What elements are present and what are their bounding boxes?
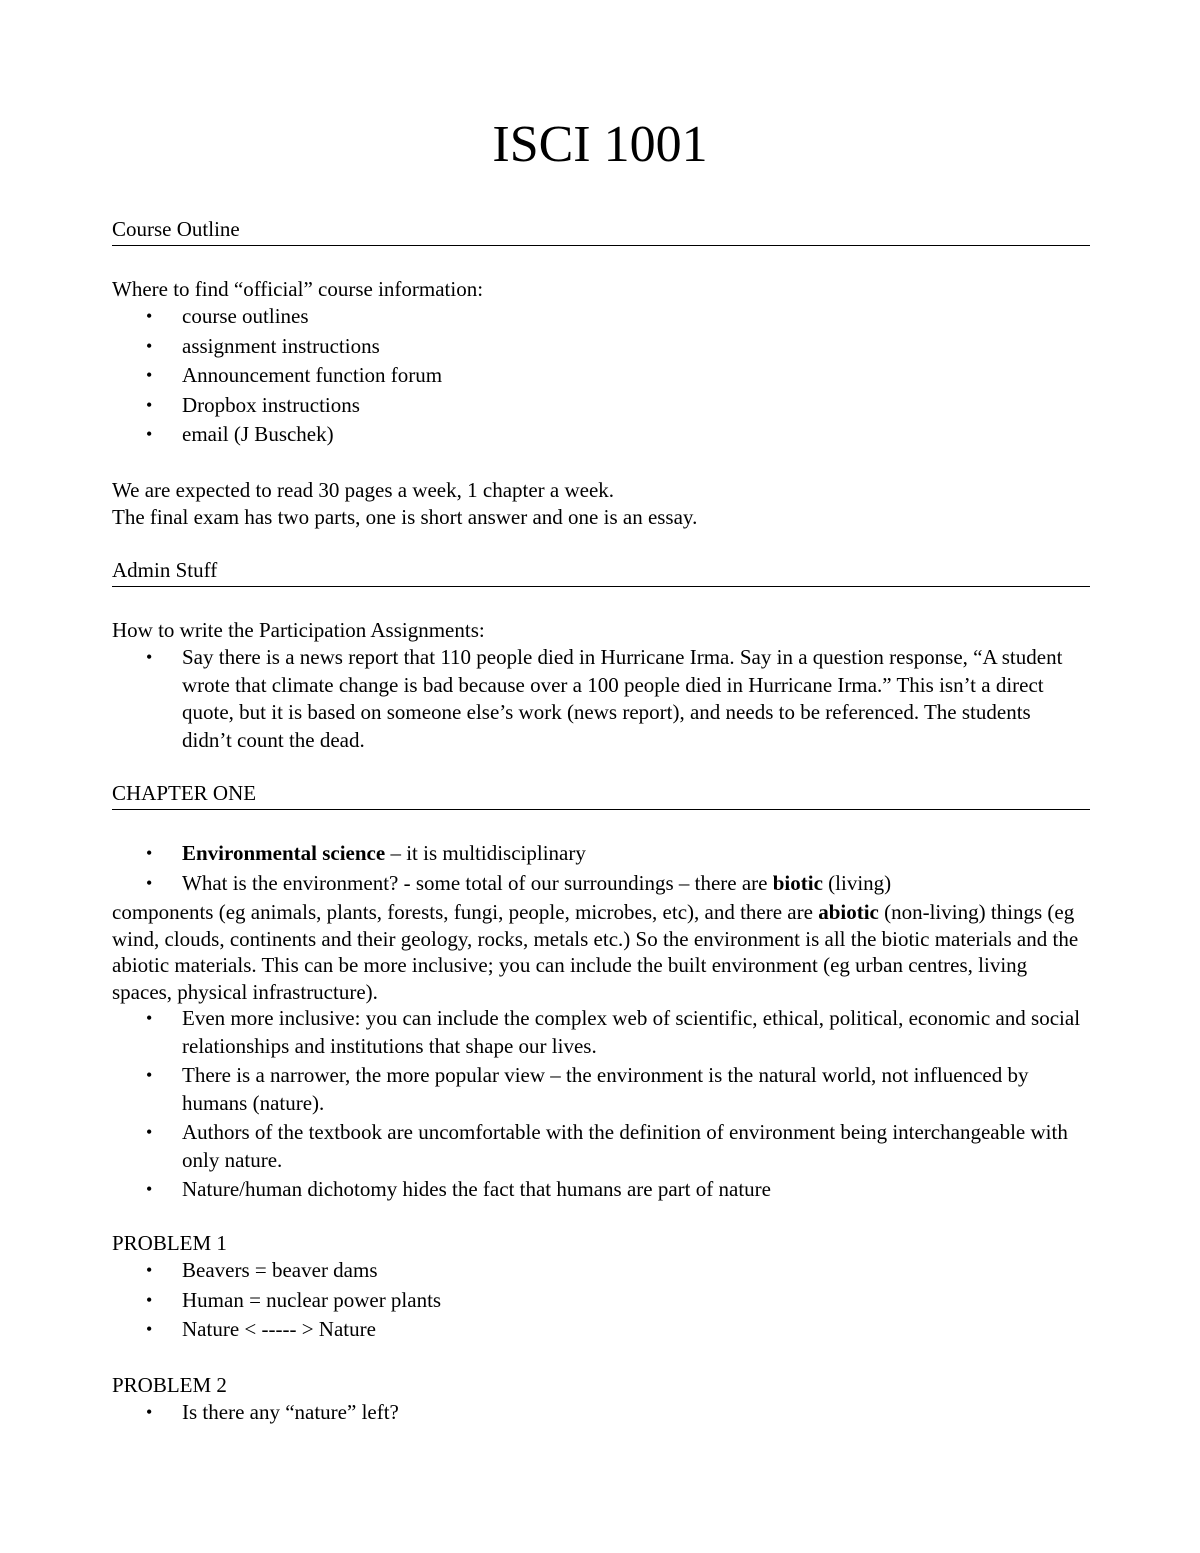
admin-section [112, 557, 1090, 756]
list-item: • Say there is a news report that 110 people died in Hurricane Irma. Say in a question response, “A student wrote that climate change is bad because over a 100 people died in Hurricane Irma.” This isn’t a direct quote, but it is based on someone else’s work (news report), and needs to be referenced. The students didn’t count the dead. [146, 645, 1063, 752]
list-item: • Human = nuclear power plants [112, 1287, 1090, 1315]
bullet-icon: • [146, 335, 153, 356]
list-item: • Environmental science – it is multidisciplinary [112, 840, 1090, 868]
course-outline-list [112, 303, 1090, 449]
bullet-icon: • [146, 1289, 153, 1310]
chapter-one-heading: CHAPTER ONE [112, 780, 1090, 810]
bullet-icon: • [146, 1008, 153, 1028]
course-outline-intro: Where to find “official” course information: [112, 277, 484, 301]
course-outline-heading: Course Outline [112, 216, 1090, 246]
admin-intro: How to write the Participation Assignments: [112, 618, 485, 642]
bullet-icon: • [146, 365, 153, 385]
problem2-section [112, 1372, 1090, 1429]
chapter-one-list-a [112, 840, 1090, 897]
document-title: ISCI 1001 [492, 116, 708, 173]
list-item: • assignment instructions [112, 333, 1090, 361]
problem1-section [112, 1230, 1090, 1346]
environment-definition-paragraph: components (eg animals, plants, forests, fungi, people, microbes, etc), and there are abiotic (non-living) things (eg wind, clouds, continents and their geology, rocks, metals etc.) So the environment is all the biotic materials and the abiotic materials. This can be more inclusive; you can include the built environment (eg urban centres, living spaces, physical infrastructure). [112, 900, 1079, 1004]
problem2-list [112, 1399, 1090, 1427]
bullet-icon: • [146, 872, 153, 893]
list-item: • What is the environment? - some total of our surroundings – there are biotic (living) [112, 870, 1090, 898]
list-item: • email (J Buschek) [112, 421, 1090, 449]
bullet-icon: • [146, 1179, 153, 1199]
course-outline-section [112, 216, 1090, 531]
bullet-icon: • [146, 647, 153, 667]
bullet-icon: • [146, 394, 153, 415]
list-item: • Authors of the textbook are uncomfortable with the definition of environment being interchangeable with only nature. [146, 1120, 1068, 1172]
bullet-icon: • [146, 1319, 153, 1339]
problem1-list [112, 1257, 1090, 1344]
bullet-icon: • [146, 306, 153, 326]
list-item: • Beavers = beaver dams [112, 1257, 1090, 1285]
list-item: • Nature < ----- > Nature [112, 1316, 1090, 1344]
list-item: • course outlines [112, 303, 1090, 331]
list-item: • Dropbox instructions [112, 392, 1090, 420]
list-item: • Announcement function forum [112, 362, 1090, 390]
list-item: • Even more inclusive: you can include the complex web of scientific, ethical, political, economic and social relationships and institutions that shape our lives. [146, 1006, 1081, 1058]
bullet-icon: • [146, 1260, 153, 1280]
bullet-icon: • [146, 424, 153, 444]
list-item: • Nature/human dichotomy hides the fact that humans are part of nature [112, 1176, 1090, 1204]
problem2-heading: PROBLEM 2 [112, 1373, 227, 1397]
chapter-one-list-b [112, 1005, 1090, 1204]
reading-expectation: We are expected to read 30 pages a week, 1 chapter a week. [112, 477, 615, 502]
admin-heading: Admin Stuff [112, 557, 1090, 587]
problem1-heading: PROBLEM 1 [112, 1231, 227, 1255]
list-item: • There is a narrower, the more popular view – the environment is the natural world, not influenced by humans (nature). [146, 1063, 1029, 1115]
chapter-one-section [112, 780, 1090, 1206]
bullet-icon: • [146, 1402, 153, 1422]
bullet-icon: • [146, 1122, 153, 1142]
list-item: • Is there any “nature” left? [112, 1399, 1090, 1427]
bullet-icon: • [146, 1065, 153, 1085]
final-exam-info: The final exam has two parts, one is short answer and one is an essay. [112, 504, 698, 529]
bullet-icon: • [146, 843, 153, 863]
admin-list [112, 644, 1090, 754]
